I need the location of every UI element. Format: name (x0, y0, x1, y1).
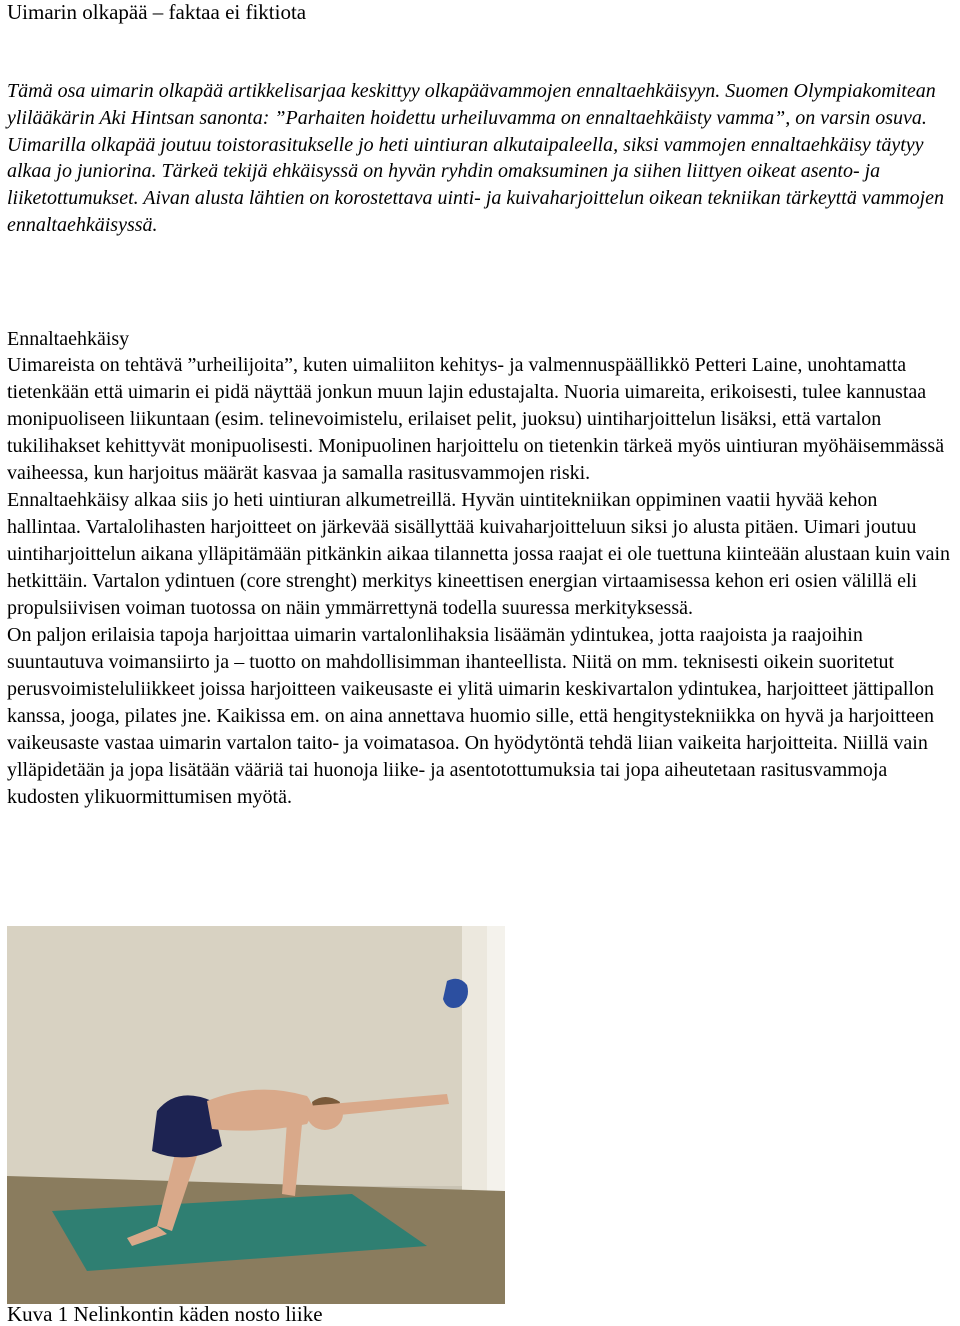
exercise-photo-illustration (7, 926, 505, 1304)
intro-paragraph: Tämä osa uimarin olkapää artikkelisarjaa keskittyy olkapäävammojen ennaltaehkäisyyn. Suomen Olympiakomitean ylilääkärin Aki Hintsan sanonta: ”Parhaiten hoidettu urheiluvamma on ennaltaehkäisty vamma”, on varsin osuva. Uimarilla olkapää joutuu toistorasitukselle jo heti uintiuran alkutaipaleella, siksi vammojen ennaltaehkäisy täytyy alkaa jo juniorina. Tärkeä tekijä ehkäisyssä on hyvän ryhdin omaksuminen ja siihen liittyen oikeat asento- ja liiketottumukset. Aivan alusta lähtien on korostettava uinti- ja kuivaharjoittelun oikean tekniikan tärkeyttä vammojen ennaltaehkäisyssä. (7, 80, 945, 236)
photo-wall (7, 926, 505, 1186)
document-title: Uimarin olkapää – faktaa ei fiktiota (7, 0, 307, 24)
photo-pillar (487, 926, 505, 1216)
exercise-photo (7, 926, 505, 1304)
body-paragraph: Uimareista on tehtävä ”urheilijoita”, kuten uimaliiton kehitys- ja valmennuspäällikkö Petteri Laine, unohtamatta tietenkään että uimarin ei pidä näyttää jonkun muun lajin edustajalta. Nuoria uimareita, erikoisesti, tulee kannustaa monipuoliseen liikuntaan (esim. telinevoimistelu, erilaiset pelit, juoksu) uintiharjoittelun lisäksi, että vartalon tukilihakset kehittyvät monipuolisesti. Monipuolinen harjoittelu on tietenkin tärkeä myös uintiuran myöhäisemmässä vaiheessa, kun harjoitus määrät kasvaa ja samalla rasitusvammojen riski. (7, 354, 945, 484)
body-paragraph: On paljon erilaisia tapoja harjoittaa uimarin vartalonlihaksia lisäämän ydintukea, jotta raajoista ja raajoihin suuntautuva voimansiirto ja – tuotto on mahdollisimman ihanteellista. Niitä on mm. teknisesti oikein suoritetut perusvoimisteluliikkeet joissa harjoitteen vaikeusaste ei ylitä uimarin keskivartalon ydintukea, harjoitteet jättipallon kanssa, jooga, pilates jne. Kaikissa em. on aina annettava huomio sille, että hengitystekniikka on hyvä ja harjoitteen vaikeusaste vastaa uimarin vartalon taito- ja voimatasoa. On hyödytöntä tehdä liian vaikeita harjoitteita. Niillä vain ylläpidetään ja jopa lisätään vääriä tai huonoja liike- ja asentotottumuksia tai jopa aiheutetaan rasitusvammoja kudosten ylikuormittumisen myötä. (7, 624, 934, 808)
section-body (7, 352, 955, 811)
section-heading: Ennaltaehkäisy (7, 328, 130, 350)
figure-caption: Kuva 1 Nelinkontin käden nosto liike (7, 1302, 323, 1326)
body-paragraph: Ennaltaehkäisy alkaa siis jo heti uintiuran alkumetreillä. Hyvän uintitekniikan oppiminen vaatii hyvää kehon hallintaa. Vartalolihasten harjoitteet on järkevää sisällyttää kuivaharjoitteluun siksi jo alusta pitäen. Uimari joutuu uintiharjoittelun aikana ylläpitämään pitkänkin aikaa tilannetta jossa raajat ei ole tuettuna kiinteään alustaan kuin vain hetkittäin. Vartalon ydintuen (core strenght) merkitys kineettisen energian virtaamisessa kehon eri osien välillä eli propulsiivisen voiman tuotossa on näin ymmärrettynä todella suuressa merkityksessä. (7, 489, 951, 619)
